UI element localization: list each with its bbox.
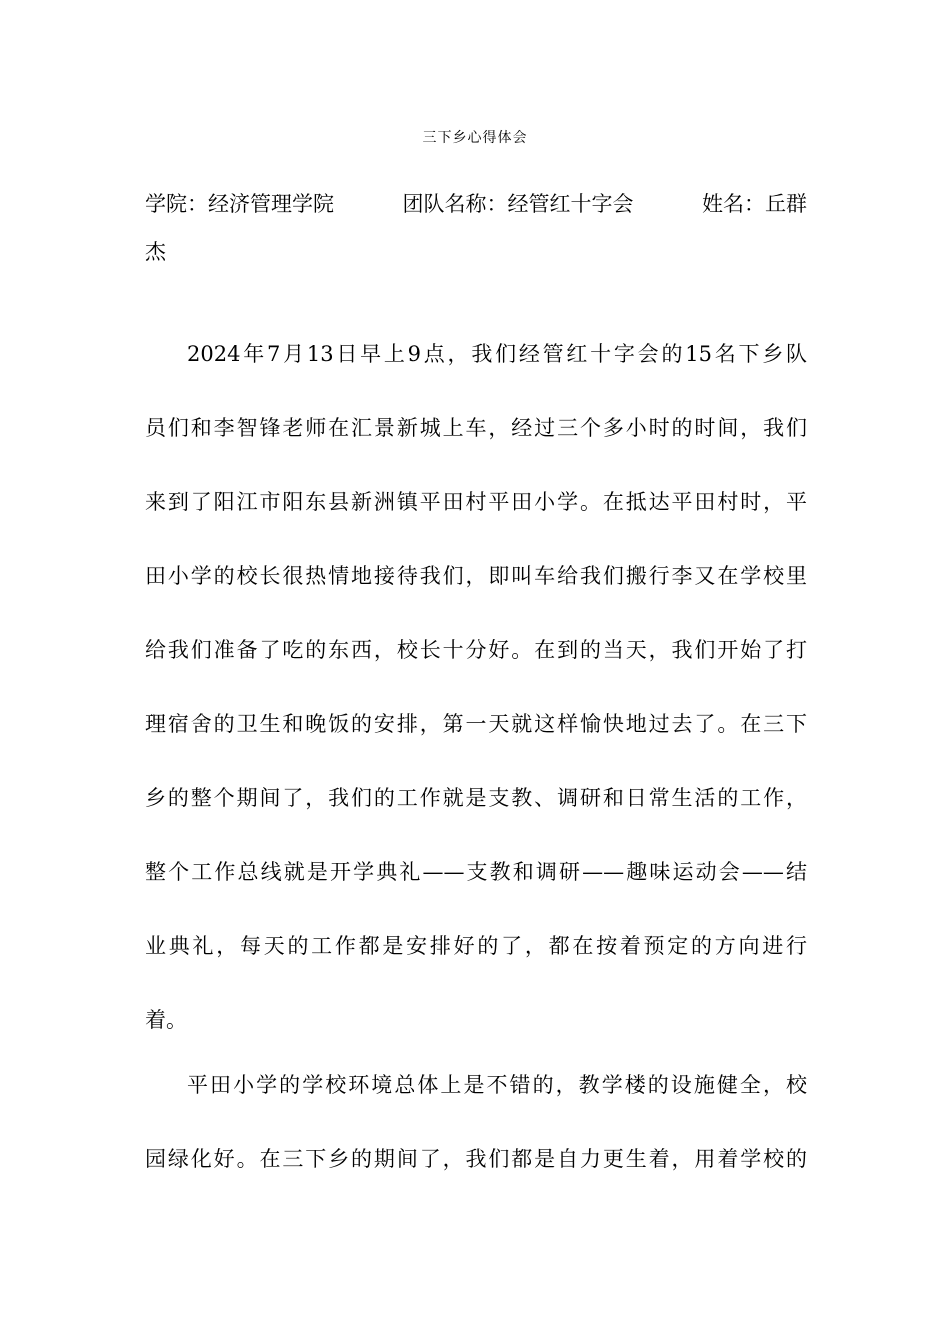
paragraph-line: 田小学的校长很热情地接待我们，即叫车给我们搬行李又在学校里	[145, 564, 807, 588]
paragraph-line: 平田小学的学校环境总体上是不错的，教学楼的设施健全，校	[187, 1073, 807, 1097]
team-label: 团队名称：经管红十字会	[402, 192, 634, 216]
author-info	[145, 180, 807, 276]
paragraph-line: 来到了阳江市阳东县新洲镇平田村平田小学。在抵达平田村时，平	[145, 490, 807, 514]
paragraph-line: 员们和李智锋老师在汇景新城上车，经过三个多小时的时间，我们	[145, 416, 807, 440]
paragraph-line: 乡的整个期间了，我们的工作就是支教、调研和日常生活的工作，	[145, 786, 807, 810]
paragraph-line: 给我们准备了吃的东西，校长十分好。在到的当天，我们开始了打	[145, 638, 807, 662]
paragraph-line: 整个工作总线就是开学典礼——支教和调研——趣味运动会——结	[145, 860, 807, 884]
paragraph-1	[145, 330, 807, 1070]
paragraph-2	[145, 1061, 807, 1209]
paragraph-line: 着。	[145, 1008, 187, 1032]
paragraph-line: 业典礼，每天的工作都是安排好的了，都在按着预定的方向进行	[145, 934, 807, 958]
document-title: 三下乡心得体会	[422, 130, 528, 146]
name-label: 姓名：丘群	[702, 192, 807, 216]
paragraph-line: 理宿舍的卫生和晚饭的安排，第一天就这样愉快地过去了。在三下	[145, 712, 807, 736]
name-continuation: 杰	[145, 240, 166, 264]
paragraph-line: 2024年7月13日早上9点，我们经管红十字会的15名下乡队	[187, 342, 807, 366]
college-label: 学院：经济管理学院	[145, 192, 334, 216]
author-info-line	[145, 180, 807, 228]
paragraph-line: 园绿化好。在三下乡的期间了，我们都是自力更生着，用着学校的	[145, 1147, 807, 1171]
